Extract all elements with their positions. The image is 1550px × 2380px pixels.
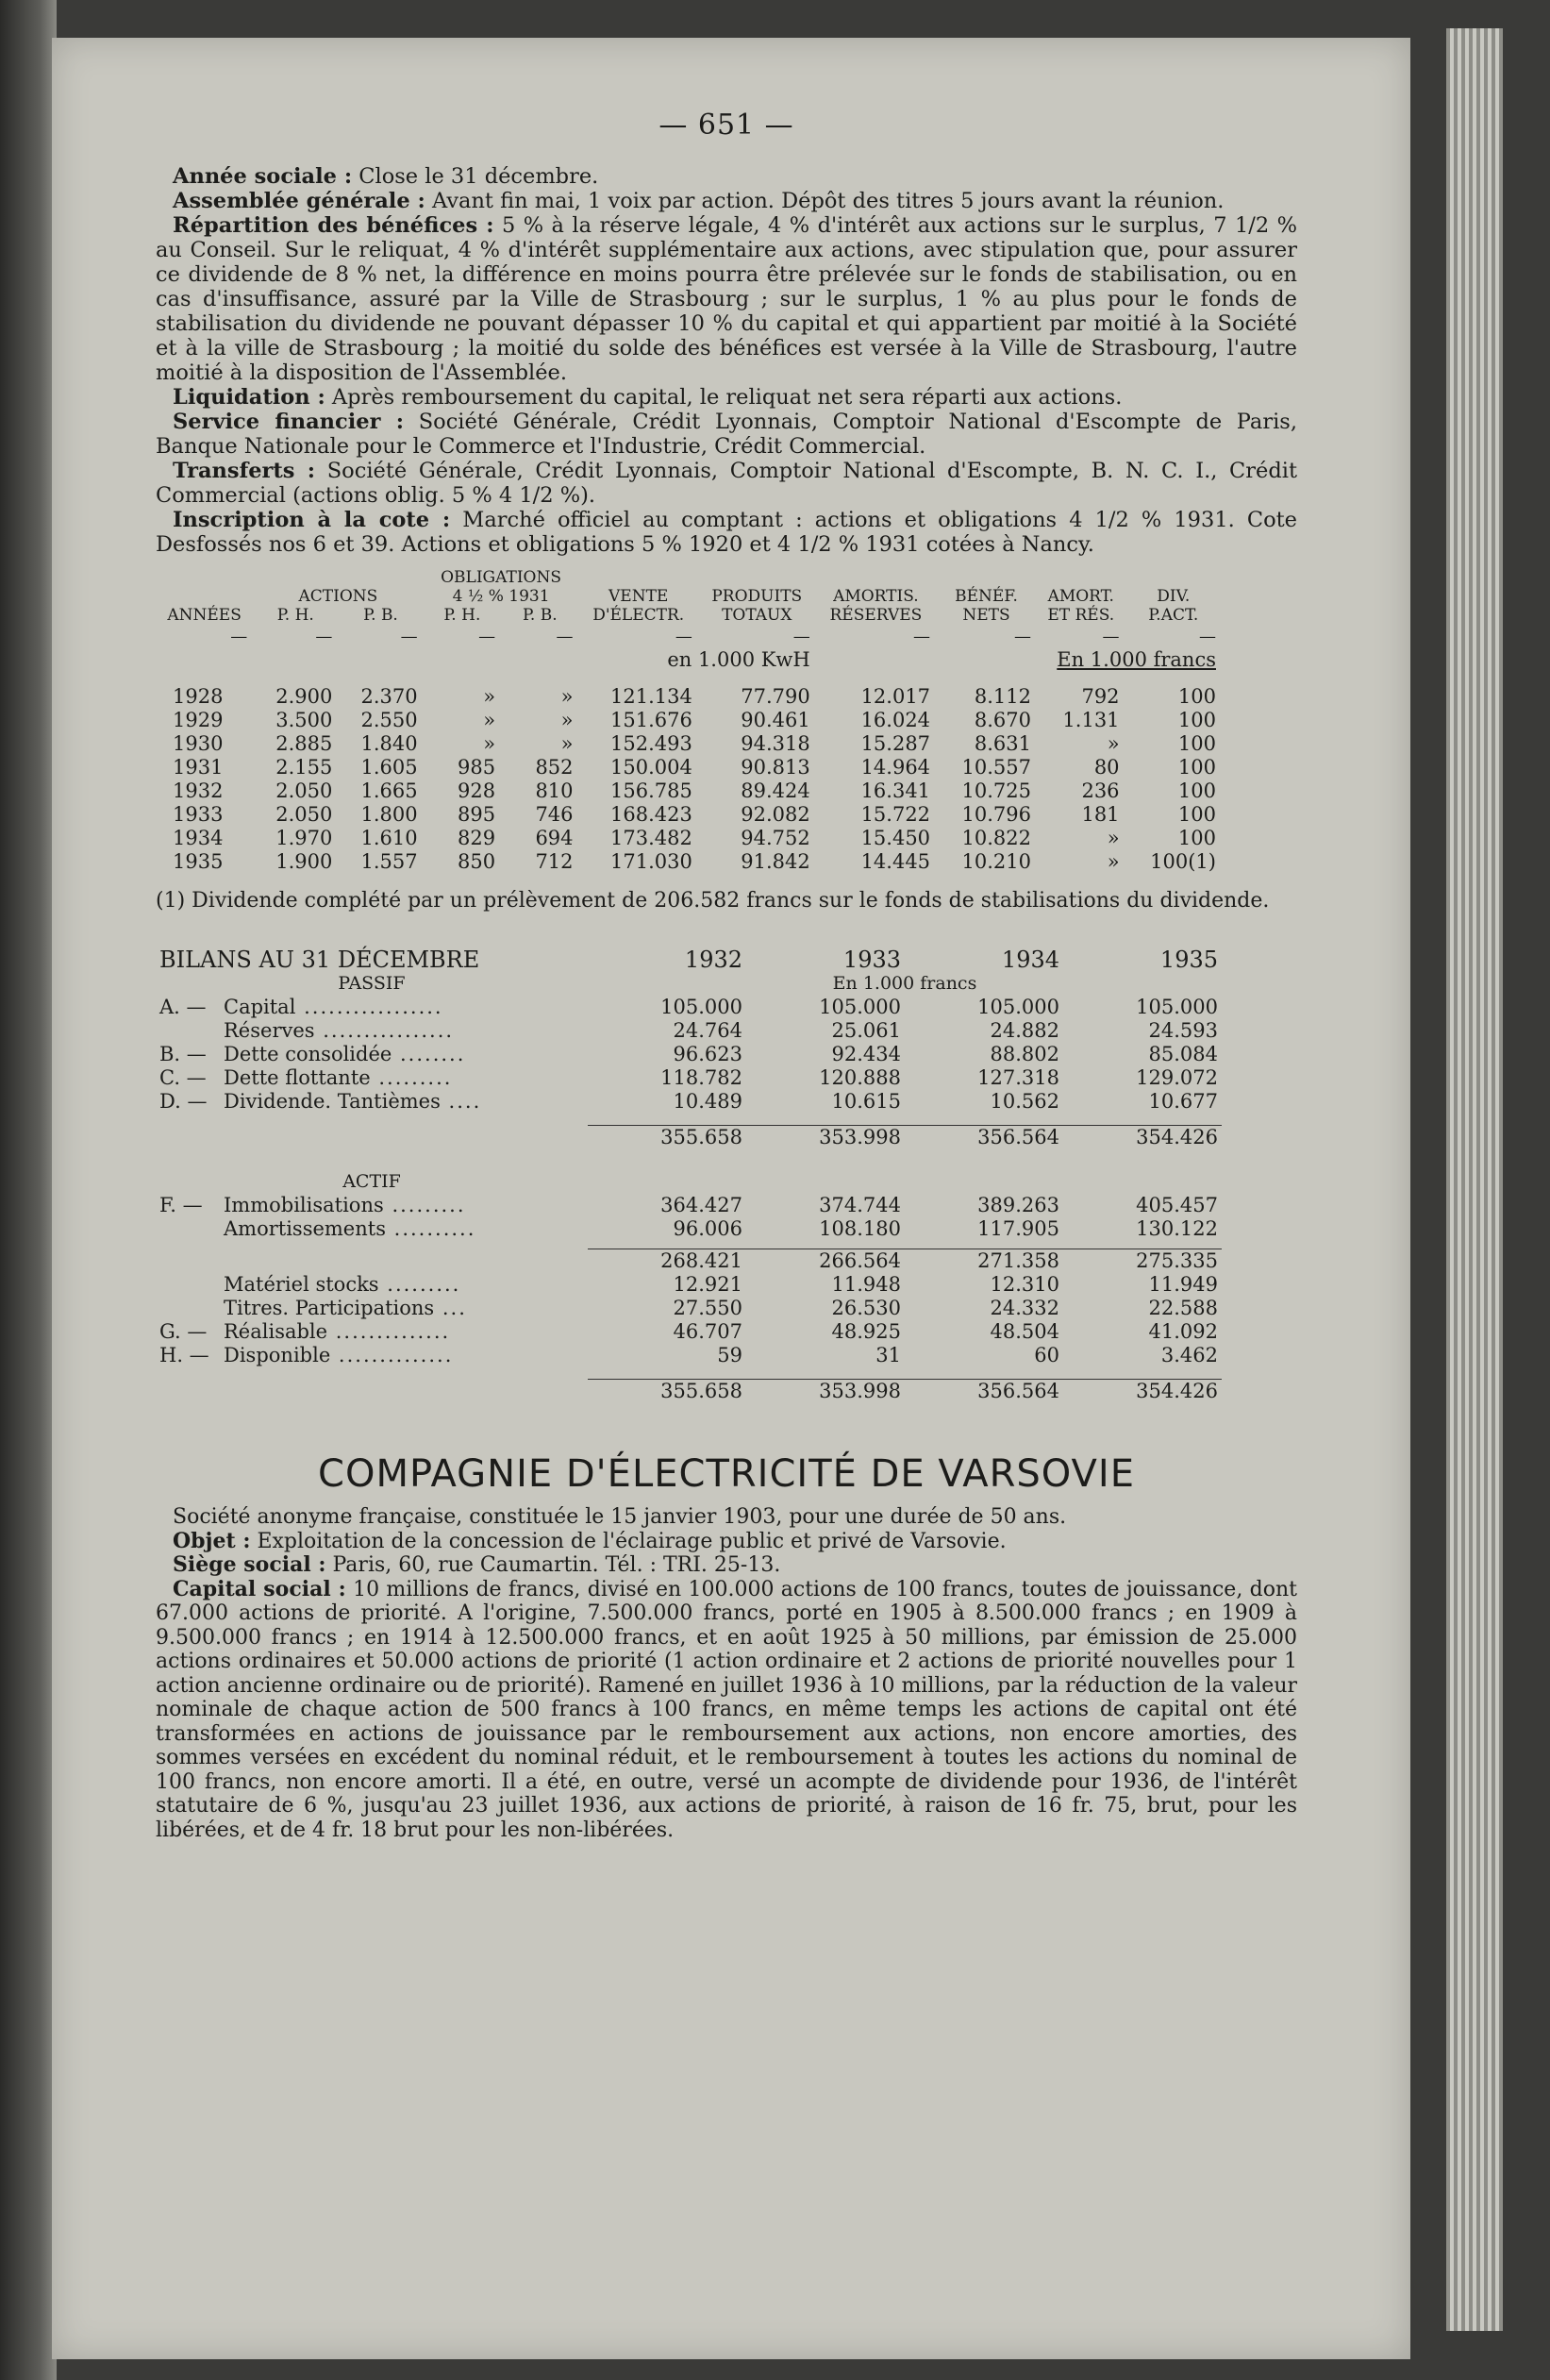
total-value: 355.658 [588,1126,746,1150]
info-text: Paris, 60, rue Caumartin. Tél. : TRI. 25-13. [325,1553,781,1577]
cell-benef: 10.822 [961,827,1031,849]
cell-year: 1931 [173,756,224,779]
info-paragraph [156,213,1297,385]
bilans-header-row [156,948,1222,972]
cell-vente: 121.134 [609,685,692,708]
company-info-section [156,164,1297,557]
balance-row [156,1320,1222,1344]
div-header: DIV. [1157,587,1191,606]
cell-a_ph: 2.050 [275,779,333,802]
cell-amort: » [1107,827,1120,849]
spacer-row [156,1367,1222,1380]
leader-dots: ................. [295,996,443,1018]
oblig-pb-header: P. B. [522,606,558,625]
cell-o_ph: 850 [457,850,496,873]
total-value: 354.426 [1063,1380,1222,1404]
row-label: Matériel stocks ......... [224,1273,461,1296]
info-label: Siège social : [173,1552,326,1577]
company2-info-section [156,1530,1297,1843]
unit-kwh: en 1.000 KwH [667,648,810,671]
table-row [156,709,1222,732]
vente-header: VENTE [608,587,669,606]
row-value: 96.623 [673,1043,742,1065]
cell-year: 1935 [173,850,224,873]
table-row [156,827,1222,850]
cell-o_ph: 985 [457,756,496,779]
unit-francs: En 1.000 francs [1057,648,1216,671]
leader-dots: .............. [327,1320,451,1343]
info-text: Avant fin mai, 1 voix par action. Dépôt des titres 5 jours avant la réunion. [425,189,1225,213]
row-value: 389.263 [977,1194,1059,1216]
cell-a_pb: 1.800 [360,803,418,826]
table-row [156,732,1222,756]
cell-o_pb: » [560,685,574,708]
row-value: 3.462 [1160,1344,1218,1366]
leader-dots: .............. [330,1344,454,1366]
row-value: 10.562 [990,1090,1059,1113]
spacer [588,1170,1222,1194]
spacer [156,1149,1222,1170]
info-text: Close le 31 décembre. [352,164,599,189]
cell-vente: 151.676 [609,709,692,731]
balance-row [156,996,1222,1019]
info-label: Objet : [173,1528,251,1553]
row-value: 129.072 [1136,1066,1218,1089]
actif-label-row [156,1170,1222,1194]
cell-vente: 152.493 [609,732,692,755]
footnote: (1) Dividende complété par un prélèvement de 206.582 francs sur le fonds de stabilisations du dividende. [156,889,1270,913]
info-paragraph [156,410,1297,459]
cell-amortis: 15.287 [860,732,931,755]
cell-amortis: 12.017 [860,685,931,708]
oblig-ph-header: P. H. [443,606,481,625]
spacer-row [156,1114,1222,1126]
leader-dots: ......... [370,1066,453,1089]
row-value: 10.677 [1148,1090,1218,1113]
cell-year: 1932 [173,779,224,802]
table-row [156,850,1222,874]
row-label: Dette consolidée ........ [224,1043,466,1065]
row-label: Amortissements .......... [224,1217,476,1240]
cell-amortis: 16.341 [860,779,931,802]
div-header-2: P.ACT. [1148,606,1199,625]
row-value: 26.530 [831,1297,901,1319]
cell-amortis: 15.450 [860,827,931,849]
info-label: Capital social : [173,1576,346,1601]
row-value: 10.615 [831,1090,901,1113]
cell-vente: 156.785 [609,779,692,802]
cell-year: 1934 [173,827,224,849]
row-value: 88.802 [990,1043,1059,1065]
row-value: 24.593 [1148,1019,1218,1042]
info-paragraph [156,1530,1297,1554]
row-value: 60 [1034,1344,1059,1366]
section-title: COMPAGNIE D'ÉLECTRICITÉ DE VARSOVIE [318,1452,1135,1496]
net-value: 275.335 [1063,1249,1222,1274]
cell-amort: 792 [1081,685,1120,708]
cell-amortis: 16.024 [860,709,931,731]
row-value: 108.180 [819,1217,901,1240]
cell-o_ph: » [483,685,496,708]
row-value: 117.905 [977,1217,1059,1240]
info-label: Service financier : [173,410,405,434]
spacer [156,1367,1222,1380]
row-value: 364.427 [660,1194,742,1216]
row-prefix [156,1297,220,1320]
info-paragraph [156,1553,1297,1578]
cell-prod: 94.318 [741,732,810,755]
info-label: Inscription à la cote : [173,508,451,532]
row-value: 120.888 [819,1066,901,1089]
cell-amort: » [1107,850,1120,873]
info-label: Année sociale : [173,164,353,189]
cell-year: 1928 [173,685,224,708]
total-value: 354.426 [1063,1126,1222,1150]
total-value: 353.998 [746,1380,905,1404]
cell-benef: 8.670 [974,709,1031,731]
cell-prod: 92.082 [741,803,810,826]
actions-ph-header: P. H. [276,606,314,625]
cell-o_pb: » [560,709,574,731]
cell-a_ph: 2.885 [275,732,333,755]
cell-a_pb: 1.665 [360,779,418,802]
row-value: 12.921 [673,1273,742,1296]
bilans-unit: En 1.000 francs [832,973,977,994]
actions-pb-header: P. B. [363,606,398,625]
net-value: 268.421 [588,1249,746,1274]
info-paragraph [156,164,1297,189]
info-text: Après remboursement du capital, le reliquat net sera réparti aux actions. [325,385,1123,410]
leader-dots: ......... [383,1194,466,1216]
row-value: 24.882 [990,1019,1059,1042]
page-edges [1446,28,1503,2331]
row-value: 405.457 [1136,1194,1218,1216]
info-label: Assemblée générale : [173,189,425,213]
cell-a_ph: 2.155 [275,756,333,779]
row-prefix: D. — [159,1090,208,1113]
passif-label: PASSIF [338,973,406,994]
row-value: 10.489 [673,1090,742,1113]
cell-a_ph: 3.500 [275,709,333,731]
row-value: 130.122 [1136,1217,1218,1240]
row-value: 48.925 [831,1320,901,1343]
info-text: 5 % à la réserve légale, 4 % d'intérêt aux actions sur le surplus, 7 1/2 % au Conseil. Sur le reliquat, 4 % d'intérêt supplémentaire aux actions, avec stipulation que, pour assurer ce dividende de 8 % net, la différence en moins pourra être prélevée sur le fonds de stabilisation, ou en cas d'insuffisance, assuré par la Ville de Strasbourg ; sur le surplus, 1 % au plus pour le fonds de stabilisation du dividende ne pouvant dépasser 10 % du capital et qui appartient par moitié à la Société et à la ville de Strasbourg ; la moitié du solde des bénéfices est versée à la Ville de Strasbourg, l'autre moitié à la disposition de l'Assemblée. [156,213,1297,385]
obligations-header: OBLIGATIONS [441,568,561,587]
row-value: 105.000 [977,996,1059,1018]
cell-prod: 91.842 [741,850,810,873]
vente-header-2: D'ÉLECTR. [592,606,685,625]
info-paragraph [156,1578,1297,1843]
row-label: Capital ................. [224,996,443,1018]
row-prefix: G. — [159,1320,208,1343]
row-prefix [156,1273,220,1297]
cell-prod: 90.813 [741,756,810,779]
book-spine [0,0,57,2380]
balance-row [156,1297,1222,1320]
cell-amort: 80 [1093,756,1120,779]
cell-amort: » [1107,732,1120,755]
row-value: 22.588 [1148,1297,1218,1319]
cell-a_ph: 1.900 [275,850,333,873]
cell-o_ph: 895 [457,803,496,826]
row-value: 24.764 [673,1019,742,1042]
row-prefix: A. — [159,996,207,1018]
info-text: Marché officiel au comptant : actions et obligations 4 1/2 % 1931. Cote Desfossés nos 6 et 39. Actions et obligations 5 % 1920 et 4 1/2 % 1931 cotées à Nancy. [156,508,1297,557]
book-page [52,38,1410,2359]
cell-o_pb: 712 [535,850,574,873]
cell-prod: 90.461 [741,709,810,731]
cell-div: 100 [1177,827,1216,849]
balance-row [156,1194,1222,1217]
cell-prod: 89.424 [741,779,810,802]
actif-net-row [156,1249,1222,1274]
row-value: 27.550 [673,1297,742,1319]
row-prefix [156,1019,220,1043]
spacer [156,1126,588,1150]
spacer-row [156,1241,1222,1249]
row-label: Immobilisations ......... [224,1194,466,1216]
row-value: 105.000 [819,996,901,1018]
balance-row [156,1344,1222,1367]
row-prefix: B. — [159,1043,207,1065]
amort-header-2: ET RÉS. [1047,606,1115,625]
balance-row [156,1217,1222,1241]
info-label: Liquidation : [173,385,325,410]
actif-label: ACTIF [342,1171,401,1192]
actions-header: ACTIONS [298,587,378,606]
cell-vente: 168.423 [609,803,692,826]
produits-header-2: TOTAUX [722,606,792,625]
cell-div: 100 [1177,803,1216,826]
cell-a_pb: 1.840 [360,732,418,755]
passif-total-row [156,1126,1222,1150]
row-label: Dividende. Tantièmes .... [224,1090,482,1113]
row-value: 46.707 [673,1320,742,1343]
row-label: Titres. Participations ... [224,1297,467,1319]
year-header: 1933 [842,947,901,973]
cell-a_pb: 2.550 [360,709,418,731]
cell-div: 100 [1177,732,1216,755]
cell-o_pb: 852 [535,756,574,779]
cell-benef: 8.112 [974,685,1031,708]
cell-a_ph: 2.900 [275,685,333,708]
benef-header-2: NETS [962,606,1010,625]
total-value: 356.564 [905,1380,1063,1404]
info-text: Société Générale, Crédit Lyonnais, Comptoir National d'Escompte, B. N. C. I., Crédit Commercial (actions oblig. 5 % 4 1/2 %). [156,459,1297,508]
spacer [156,1380,588,1404]
info-paragraph [156,459,1297,508]
cell-benef: 10.796 [961,803,1031,826]
leader-dots: .... [440,1090,482,1113]
cell-prod: 77.790 [741,685,810,708]
cell-div: 100 [1177,779,1216,802]
cell-o_pb: » [560,732,574,755]
cell-benef: 8.631 [974,732,1031,755]
cell-year: 1929 [173,709,224,731]
row-value: 105.000 [660,996,742,1018]
total-value: 356.564 [905,1126,1063,1150]
cell-div: 100 [1177,685,1216,708]
row-value: 31 [875,1344,901,1366]
row-prefix: H. — [159,1344,209,1366]
year-header: 1932 [684,947,742,973]
cell-o_pb: 694 [535,827,574,849]
cell-o_ph: » [483,732,496,755]
total-value: 353.998 [746,1126,905,1150]
row-value: 11.949 [1148,1273,1218,1296]
info-paragraph [156,189,1297,213]
balance-row [156,1019,1222,1043]
annees-header: ANNÉES [167,606,242,625]
unit-row [156,972,1222,996]
net-value: 266.564 [746,1249,905,1274]
spacer-row [156,1149,1222,1170]
cell-a_pb: 1.605 [360,756,418,779]
results-table: OBLIGATIONS ACTIONS 4 ½ % 1931 VENTE PRODUITS AMORTIS. BÉNÉF. AMORT. DIV. ANNÉES P. H. P. B. P. H. P. B. D'ÉLECTR. TOTAUX RÉSERVES NETS ET RÉS. P.ACT. — — — — — — — — — — — en 1.000 KwH En 1.000 francs 1928 2.900 2.370 » » 121.134 77.790 12.017 8.112 792 100 1929 3.500 2.550 » » 151.676 90.461 16.024 8.670 1.131 100 1930 2.885 1.840 » » 152.493 94.318 15.287 8.631 » 100 1931 2.155 1.605 985 852 150.004 90.813 14.964 10.557 80 100 1932 2.050 1.665 928 810 156.785 89.424 16.341 10.725 236 100 1933 2.050 1.800 895 746 168.423 92.082 15.722 10.796 181 100 1934 1.970 1.610 829 694 173.482 94.752 15.450 10.822 » 100 1935 1.900 1.557 850 712 171.030 91.842 14.445 10.210 » 100(1) [156,568,1222,874]
row-value: 85.084 [1148,1043,1218,1065]
bilans-title: BILANS AU 31 DÉCEMBRE [159,947,480,973]
page-content [156,109,1297,1842]
actif-total-row [156,1380,1222,1404]
row-prefix: C. — [159,1066,207,1089]
cell-a_pb: 1.557 [360,850,418,873]
cell-benef: 10.725 [961,779,1031,802]
year-header: 1935 [1159,947,1218,973]
cell-prod: 94.752 [741,827,810,849]
cell-o_ph: » [483,709,496,731]
row-value: 41.092 [1148,1320,1218,1343]
leader-dots: .......... [385,1217,476,1240]
row-value: 24.332 [990,1297,1059,1319]
info-paragraph [156,385,1297,410]
cell-o_pb: 810 [535,779,574,802]
info-text: Exploitation de la concession de l'éclairage public et privé de Varsovie. [250,1529,1007,1553]
obligations-sub-header: 4 ½ % 1931 [452,587,550,606]
cell-vente: 171.030 [609,850,692,873]
amortis-header-2: RÉSERVES [829,606,923,625]
info-label: Transferts : [173,459,316,483]
balance-sheet-table [156,948,1222,1403]
leader-dots: ... [434,1297,467,1319]
amortis-header: AMORTIS. [833,587,919,606]
cell-benef: 10.557 [961,756,1031,779]
net-value: 271.358 [905,1249,1063,1274]
cell-amortis: 14.964 [860,756,931,779]
table-row [156,685,1222,709]
cell-div: 100 [1177,756,1216,779]
balance-row [156,1273,1222,1297]
cell-div: 100(1) [1150,850,1216,873]
cell-year: 1933 [173,803,224,826]
cell-o_ph: 829 [457,827,496,849]
spacer [156,1114,1222,1126]
leader-dots: ......... [378,1273,461,1296]
balance-row [156,1043,1222,1066]
row-prefix: F. — [159,1194,203,1216]
amort-header: AMORT. [1047,587,1114,606]
cell-o_ph: 928 [457,779,496,802]
cell-a_pb: 2.370 [360,685,418,708]
cell-a_ph: 2.050 [275,803,333,826]
row-value: 12.310 [990,1273,1059,1296]
leader-dots: ................ [314,1019,455,1042]
cell-div: 100 [1177,709,1216,731]
cell-a_pb: 1.610 [360,827,418,849]
row-prefix [156,1217,220,1241]
row-label: Dette flottante ......... [224,1066,453,1089]
info-text: 10 millions de francs, divisé en 100.000 actions de 100 francs, toutes de jouissance, dont 67.000 actions de priorité. A l'origine, 7.500.000 francs, porté en 1905 à 8.500.000 francs ; en 1909 à 9.500.000 francs ; en 1914 à 12.500.000 francs, et en août 1925 à 50 millions, par émission de 25.000 actions ordinaires et 50.000 actions de priorité (1 action ordinaire et 2 actions de priorité nouvelles pour 1 action ancienne ordinaire ou de priorité). Ramené en juillet 1936 à 10 millions, par la réduction de la valeur nominale de chaque action de 500 francs à 100 francs, en même temps les actions de capital ont été transformées en actions de jouissance par le remboursement aux actions, non encore amorties, des sommes versées en excédent du nominal réduit, et le remboursement à toutes les actions du nominal de 100 francs, non encore amorti. Il a été, en outre, versé un acompte de dividende pour 1936, de l'intérêt statutaire de 6 %, jusqu'au 23 juillet 1936, aux actions de priorité, à raison de 16 fr. 75, brut, pour les libérées, et de 4 fr. 18 brut pour les non-libérées. [156,1577,1297,1842]
balance-row [156,1090,1222,1114]
spacer [156,1241,1222,1249]
cell-o_pb: 746 [535,803,574,826]
year-header: 1934 [1001,947,1059,973]
info-label: Répartition des bénéfices : [173,213,494,238]
row-value: 92.434 [831,1043,901,1065]
cell-vente: 173.482 [609,827,692,849]
cell-amort: 236 [1081,779,1120,802]
cell-benef: 10.210 [961,850,1031,873]
row-value: 48.504 [990,1320,1059,1343]
cell-amortis: 15.722 [860,803,931,826]
cell-amort: 1.131 [1062,709,1120,731]
cell-amort: 181 [1081,803,1120,826]
cell-amortis: 14.445 [860,850,931,873]
row-label: Réalisable .............. [224,1320,451,1343]
cell-a_ph: 1.970 [275,827,333,849]
info-paragraph [156,508,1297,557]
table-row [156,803,1222,827]
page-number: — 651 — [658,109,794,142]
table-row [156,779,1222,803]
row-value: 374.744 [819,1194,901,1216]
row-label: Disponible .............. [224,1344,454,1366]
row-value: 105.000 [1136,996,1218,1018]
cell-year: 1930 [173,732,224,755]
row-value: 11.948 [831,1273,901,1296]
row-value: 25.061 [831,1019,901,1042]
spacer [156,1249,588,1274]
row-value: 127.318 [977,1066,1059,1089]
cell-vente: 150.004 [609,756,692,779]
balance-row [156,1066,1222,1090]
produits-header: PRODUITS [711,587,803,606]
section-intro: Société anonyme française, constituée le 15 janvier 1903, pour une durée de 50 ans. [173,1505,1067,1529]
row-value: 118.782 [660,1066,742,1089]
info-text: Société Générale, Crédit Lyonnais, Comptoir National d'Escompte de Paris, Banque Nationale pour le Commerce et l'Industrie, Crédit Commercial. [156,410,1297,459]
row-label: Réserves ................ [224,1019,455,1042]
table-row [156,756,1222,779]
benef-header: BÉNÉF. [955,587,1018,606]
leader-dots: ........ [392,1043,466,1065]
row-value: 96.006 [673,1217,742,1240]
total-value: 355.658 [588,1380,746,1404]
row-value: 59 [717,1344,742,1366]
